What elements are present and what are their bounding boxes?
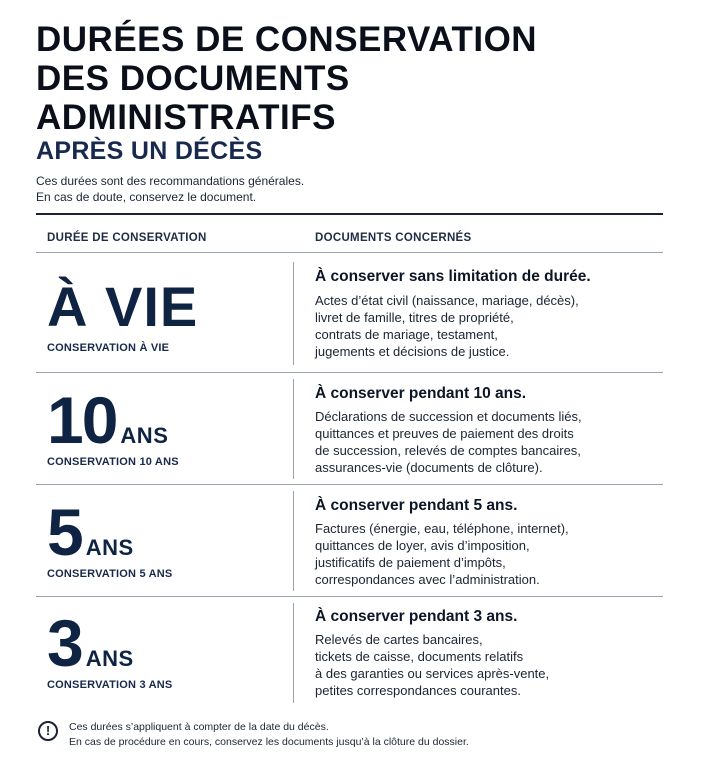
duration-caption: CONSERVATION 10 ANS — [47, 456, 179, 468]
exclamation-circle-icon: ! — [38, 721, 58, 741]
row-documents — [315, 520, 655, 588]
row-documents — [315, 631, 655, 699]
document-line: quittances de loyer, avis d’imposition, — [315, 538, 530, 553]
duration-number: 10 — [47, 383, 117, 457]
duration-number: 5 — [47, 495, 82, 569]
duration-number: 3 — [47, 606, 82, 680]
document-line: Relevés de cartes bancaires, — [315, 632, 483, 647]
row-documents — [315, 292, 655, 360]
table-row-10-ans — [36, 373, 663, 485]
row-divider — [293, 262, 294, 365]
footnote-text — [69, 720, 469, 750]
document-line: livret de famille, titres de propriété, — [315, 310, 514, 325]
table-row-5-ans — [36, 485, 663, 597]
row-title: À conserver pendant 3 ans. — [315, 608, 518, 625]
row-divider — [293, 603, 294, 703]
row-title: À conserver sans limitation de durée. — [315, 268, 591, 285]
duration-big-value — [47, 606, 134, 680]
duration-caption: CONSERVATION 5 ANS — [47, 568, 173, 580]
title-line-1: DURÉES DE CONSERVATION — [36, 20, 538, 59]
document-line: petites correspondances courantes. — [315, 683, 521, 698]
duration-big-value — [47, 383, 169, 457]
document-line: tickets de caisse, documents relatifs — [315, 649, 524, 664]
column-header-duration: DURÉE DE CONSERVATION — [47, 232, 207, 244]
document-line: Déclarations de succession et documents liés, — [315, 409, 582, 424]
table-top-rule — [36, 213, 663, 215]
row-divider — [293, 491, 294, 591]
duration-caption: CONSERVATION À VIE — [47, 342, 170, 354]
footnote-line-1: Ces durées s’appliquent à compter de la date du décès. — [69, 721, 329, 733]
document-line: à des garanties ou services après-vente, — [315, 666, 550, 681]
row-divider — [293, 379, 294, 479]
row-title: À conserver pendant 5 ans. — [315, 497, 518, 514]
row-documents — [315, 408, 655, 476]
duration-caption: CONSERVATION 3 ANS — [47, 679, 173, 691]
document-line: assurances-vie (documents de clôture). — [315, 460, 543, 475]
document-line: correspondances avec l’administration. — [315, 572, 540, 587]
duration-unit: ANS — [120, 423, 169, 448]
table-row-a-vie — [36, 253, 663, 373]
intro-line-1: Ces durées sont des recommandations générales. — [36, 174, 305, 188]
column-header-documents: DOCUMENTS CONCERNÉS — [315, 232, 472, 244]
duration-number: À VIE — [47, 275, 199, 338]
title-line-3: ADMINISTRATIFS — [36, 98, 336, 137]
table-row-3-ans — [36, 597, 663, 709]
page-subtitle: APRÈS UN DÉCÈS — [36, 137, 263, 165]
page-title — [36, 20, 676, 137]
document-line: quittances et preuves de paiement des droits — [315, 426, 574, 441]
duration-unit: ANS — [85, 535, 134, 560]
duration-big-value — [47, 495, 134, 569]
footnote-line-2: En cas de procédure en cours, conservez les documents jusqu’à la clôture du dossier. — [69, 736, 469, 748]
document-line: contrats de mariage, testament, — [315, 327, 498, 342]
duration-unit: ANS — [85, 646, 134, 671]
title-line-2: DES DOCUMENTS — [36, 59, 350, 98]
intro-text — [36, 173, 656, 205]
document-line: de succession, relevés de comptes bancaires, — [315, 443, 581, 458]
document-line: jugements et décisions de justice. — [315, 344, 510, 359]
document-line: justificatifs de paiement d’impôts, — [315, 555, 506, 570]
row-title: À conserver pendant 10 ans. — [315, 385, 527, 402]
intro-line-2: En cas de doute, conservez le document. — [36, 190, 257, 204]
document-line: Actes d’état civil (naissance, mariage, décès), — [315, 293, 579, 308]
duration-big-value — [47, 277, 198, 337]
document-line: Factures (énergie, eau, téléphone, internet), — [315, 521, 569, 536]
